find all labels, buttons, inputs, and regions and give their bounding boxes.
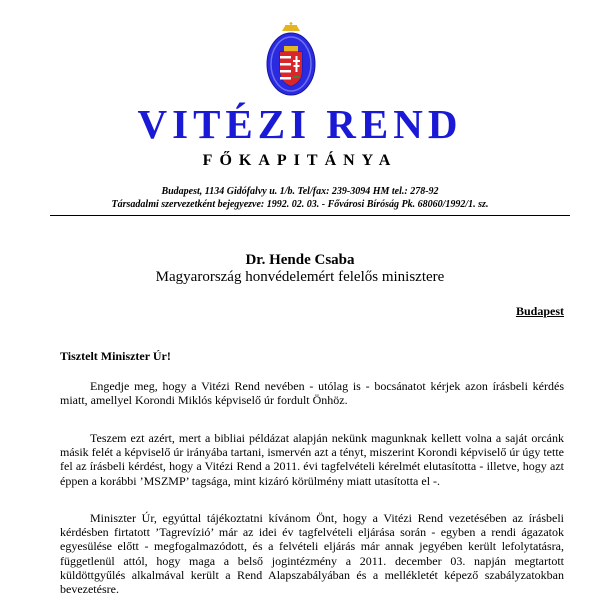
organization-name: VITÉZI REND — [137, 101, 463, 147]
body-paragraph: Teszem ezt azért, mert a bibliai példázat alapján nekünk magunknak kellett volna a saját orcánk másik felét a képviselő úr irányába tartani, ismervén azt a tényt, miszerint Korondi képviselő úr úgy tette fel az írásbeli kérdést, hogy a Vitézi Rend a 2011. évi tagfelvételi kérelmét elutasította - illetve, hogy azt éppen a korábbi ’MSZMP’ tagsága, mint kizáró körülmény miatt utasította el -. — [60, 431, 564, 488]
letterhead-address — [0, 185, 600, 211]
city-label: Budapest — [515, 304, 564, 318]
address-line: Budapest, 1134 Gidófalvy u. 1/b. Tel/fax: 239-3094 HM tel.: 278-92 — [161, 186, 439, 197]
body-paragraph: Engedje meg, hogy a Vitézi Rend nevében - utólag is - bocsánatot kérjek azon írásbeli kérdés miatt, amellyel Korondi Miklós képviselő úr fordult Önhöz. — [60, 379, 564, 408]
coat-of-arms-icon — [266, 22, 316, 96]
organization-subtitle: FŐKAPITÁNYA — [202, 152, 398, 169]
letterhead-divider — [50, 215, 570, 216]
recipient-name: Dr. Hende Csaba — [245, 252, 355, 268]
salutation: Tisztelt Miniszter Úr! — [60, 349, 171, 363]
recipient-title: Magyarország honvédelemért felelős minisztere — [155, 269, 445, 285]
body-paragraph: Miniszter Úr, egyúttal tájékoztatni kívánom Önt, hogy a Vitézi Rend vezetésében az írásbeli kérdésben firtatott ’Tagrevízió’ már az idei év tagfelvételi eljárása során - egyben a rendi ágazatok egyesülése előtt - megfogalmazódott, és a felvételi eljárás már annak jegyében került lefolytatásra, függetlenül attól, hogy maga a belső jogintézmény a 2011. december 03. napján megtartott küldöttgyűlés alkalmával került a Rend Alapszabályában és a mellékletét képező szabályzatokban bevezetésre. — [60, 511, 564, 597]
registration-line: Társadalmi szervezetként bejegyezve: 1992. 02. 03. - Fővárosi Bíróság Pk. 68060/1992/1. sz. — [111, 199, 489, 210]
